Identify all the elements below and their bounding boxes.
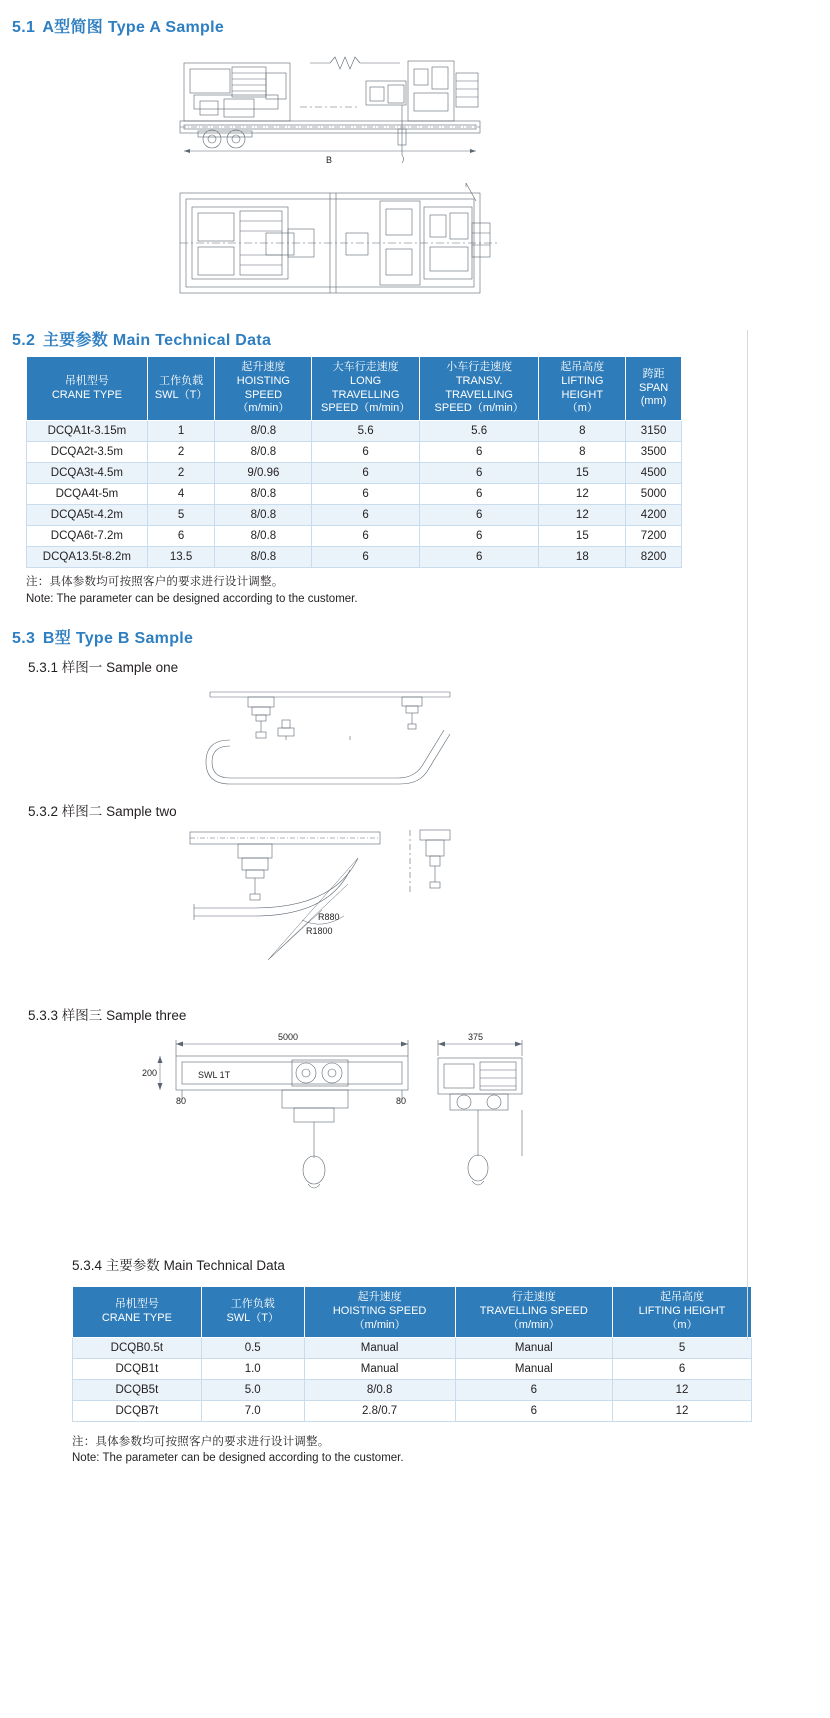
cell-value: 4 [147,484,215,505]
cell-value: 6 [312,547,420,568]
note-cn: 注：具体参数均可按照客户的要求进行设计调整。 [26,576,284,588]
table-row [27,505,682,526]
cell-value: Manual [304,1358,455,1379]
section-title-en: Sample two [106,804,177,820]
table-type-a-technical-data [26,356,682,568]
page-footer-strip [0,1704,830,1718]
cell-crane-type: DCQB7t [73,1400,202,1421]
section-title-en: Type B Sample [75,630,194,648]
cell-value: 6 [147,526,215,547]
cell-value: 4500 [626,463,682,484]
cell-value: 0.5 [201,1337,304,1358]
note-en: Note: The parameter can be designed according to the customer. [26,592,358,605]
table-header-row [73,1287,752,1337]
cell-value: 5.6 [419,421,539,442]
cell-crane-type: DCQA13.5t-8.2m [27,547,148,568]
cell-value: Manual [304,1337,455,1358]
figure-sample-one [190,680,510,790]
section-title-cn: 样图一 [61,660,103,676]
cell-value: 2.8/0.7 [304,1400,455,1421]
section-number: 5.1 [12,19,36,36]
col-span: 跨距 SPAN (mm) [626,357,682,421]
cell-value: 7.0 [201,1400,304,1421]
note-cn: 注：具体参数均可按照客户的要求进行设计调整。 [72,1435,330,1448]
section-heading-5-3 [0,625,830,648]
col-lifting-height: 起吊高度 LIFTING HEIGHT （m） [613,1287,752,1337]
cell-value: 3150 [626,421,682,442]
section-title-en: Sample three [106,1008,187,1024]
table-row [27,463,682,484]
figure-label-b: B [326,155,333,163]
cell-crane-type: DCQA3t-4.5m [27,463,148,484]
col-travelling-speed: 行走速度 TRAVELLING SPEED （m/min） [455,1287,613,1337]
table-body-a [27,421,682,568]
table-row [73,1400,752,1421]
figure-label-swl: SWL 1T [198,1070,231,1081]
cell-value: Manual [455,1337,613,1358]
cell-value: 6 [419,442,539,463]
cell-value: 8/0.8 [215,505,312,526]
cell-crane-type: DCQB5t [73,1379,202,1400]
figure-label-r880: R880 [318,912,340,923]
figure-sample-two [180,824,520,994]
table-type-b-technical-data [72,1286,752,1421]
cell-crane-type: DCQA1t-3.15m [27,421,148,442]
cell-value: 6 [455,1400,613,1421]
section-heading-5-1 [0,14,830,37]
cell-value: 8200 [626,547,682,568]
cell-value: 15 [539,526,626,547]
section-title-en: Type A Sample [107,19,225,36]
figure-type-a-plan-view [170,177,510,307]
cell-value: Manual [455,1358,613,1379]
cell-value: 6 [419,526,539,547]
figure-type-a-side-view [170,43,510,163]
section-title-cn: A型简图 [42,19,104,36]
cell-value: 2 [147,442,215,463]
figure-label-span: 5000 [278,1032,299,1043]
cell-value: 9/0.96 [215,463,312,484]
cell-value: 6 [455,1379,613,1400]
col-hoisting-speed: 起升速度 HOISTING SPEED （m/min） [304,1287,455,1337]
cell-value: 12 [539,484,626,505]
col-swl: 工作负载 SWL（T） [147,357,215,421]
cell-value: 8/0.8 [304,1379,455,1400]
cell-value: 8/0.8 [215,421,312,442]
cell-value: 6 [312,442,420,463]
col-lifting-height: 起吊高度 LIFTING HEIGHT （m） [539,357,626,421]
cell-crane-type: DCQA6t-7.2m [27,526,148,547]
section-heading-5-2 [0,327,830,350]
cell-value: 7200 [626,526,682,547]
cell-value: 4200 [626,505,682,526]
table-row [73,1337,752,1358]
cell-value: 5 [147,505,215,526]
section-title-cn: 样图二 [61,804,103,820]
cell-value: 6 [613,1358,752,1379]
section-title-cn: 样图三 [61,1008,103,1024]
col-long-travelling-speed: 大车行走速度 LONG TRAVELLING SPEED（m/min） [312,357,420,421]
cell-value: 12 [613,1400,752,1421]
col-transv-travelling-speed: 小车行走速度 TRANSV. TRAVELLING SPEED（m/min） [419,357,539,421]
col-crane-type: 吊机型号 CRANE TYPE [73,1287,202,1337]
page-rule-line [747,330,748,1340]
figure-sample-three [120,1030,560,1220]
col-crane-type: 吊机型号 CRANE TYPE [27,357,148,421]
note-en: Note: The parameter can be designed according to the customer. [72,1452,404,1465]
note-type-a [0,574,830,607]
section-heading-5-3-2 [0,800,830,820]
cell-value: 12 [613,1379,752,1400]
section-number: 5.3.2 [28,804,59,820]
cell-crane-type: DCQA4t-5m [27,484,148,505]
col-swl: 工作负载 SWL（T） [201,1287,304,1337]
figure-label-right-80: 80 [396,1096,407,1107]
cell-crane-type: DCQA2t-3.5m [27,442,148,463]
cell-value: 8 [539,442,626,463]
cell-value: 13.5 [147,547,215,568]
section-title-en: Sample one [106,660,179,676]
cell-crane-type: DCQB0.5t [73,1337,202,1358]
cell-value: 3500 [626,442,682,463]
cell-value: 1.0 [201,1358,304,1379]
cell-value: 6 [419,484,539,505]
cell-value: 8 [539,421,626,442]
cell-value: 6 [312,526,420,547]
section-title-en: Main Technical Data [112,332,272,349]
section-number: 5.3.4 [72,1258,103,1274]
cell-value: 8/0.8 [215,547,312,568]
cell-value: 18 [539,547,626,568]
cell-value: 2 [147,463,215,484]
section-number: 5.2 [12,332,36,349]
cell-value: 5.0 [201,1379,304,1400]
cell-value: 8/0.8 [215,484,312,505]
cell-crane-type: DCQA5t-4.2m [27,505,148,526]
section-number: 5.3 [12,630,36,648]
section-heading-5-3-1 [0,656,830,676]
section-heading-5-3-4 [0,1254,830,1274]
section-number: 5.3.1 [28,660,59,676]
section-title-en: Main Technical Data [163,1258,285,1274]
col-hoisting-speed: 起升速度 HOISTING SPEED （m/min） [215,357,312,421]
figure-label-width: 375 [468,1032,484,1043]
cell-value: 6 [419,505,539,526]
cell-value: 6 [419,463,539,484]
cell-value: 5.6 [312,421,420,442]
table-row [73,1379,752,1400]
cell-value: 8/0.8 [215,442,312,463]
cell-value: 12 [539,505,626,526]
cell-value: 6 [312,505,420,526]
figure-label-height: 200 [142,1068,158,1079]
section-title-cn: B型 [42,630,72,648]
table-row [27,484,682,505]
table-body-b [73,1337,752,1421]
cell-value: 6 [419,547,539,568]
cell-value: 15 [539,463,626,484]
table-row [27,421,682,442]
cell-value: 5000 [626,484,682,505]
table-row [73,1358,752,1379]
cell-value: 1 [147,421,215,442]
section-heading-5-3-3 [0,1004,830,1024]
cell-value: 6 [312,484,420,505]
table-row [27,442,682,463]
section-title-cn: 主要参数 [105,1258,160,1274]
cell-crane-type: DCQB1t [73,1358,202,1379]
section-number: 5.3.3 [28,1008,59,1024]
section-title-cn: 主要参数 [42,332,109,349]
table-row [27,547,682,568]
table-row [27,526,682,547]
table-header-row [27,357,682,421]
note-type-b [0,1434,830,1467]
cell-value: 6 [312,463,420,484]
figure-label-left-80: 80 [176,1096,187,1107]
cell-value: 8/0.8 [215,526,312,547]
figure-label-r1800: R1800 [306,926,333,937]
cell-value: 5 [613,1337,752,1358]
